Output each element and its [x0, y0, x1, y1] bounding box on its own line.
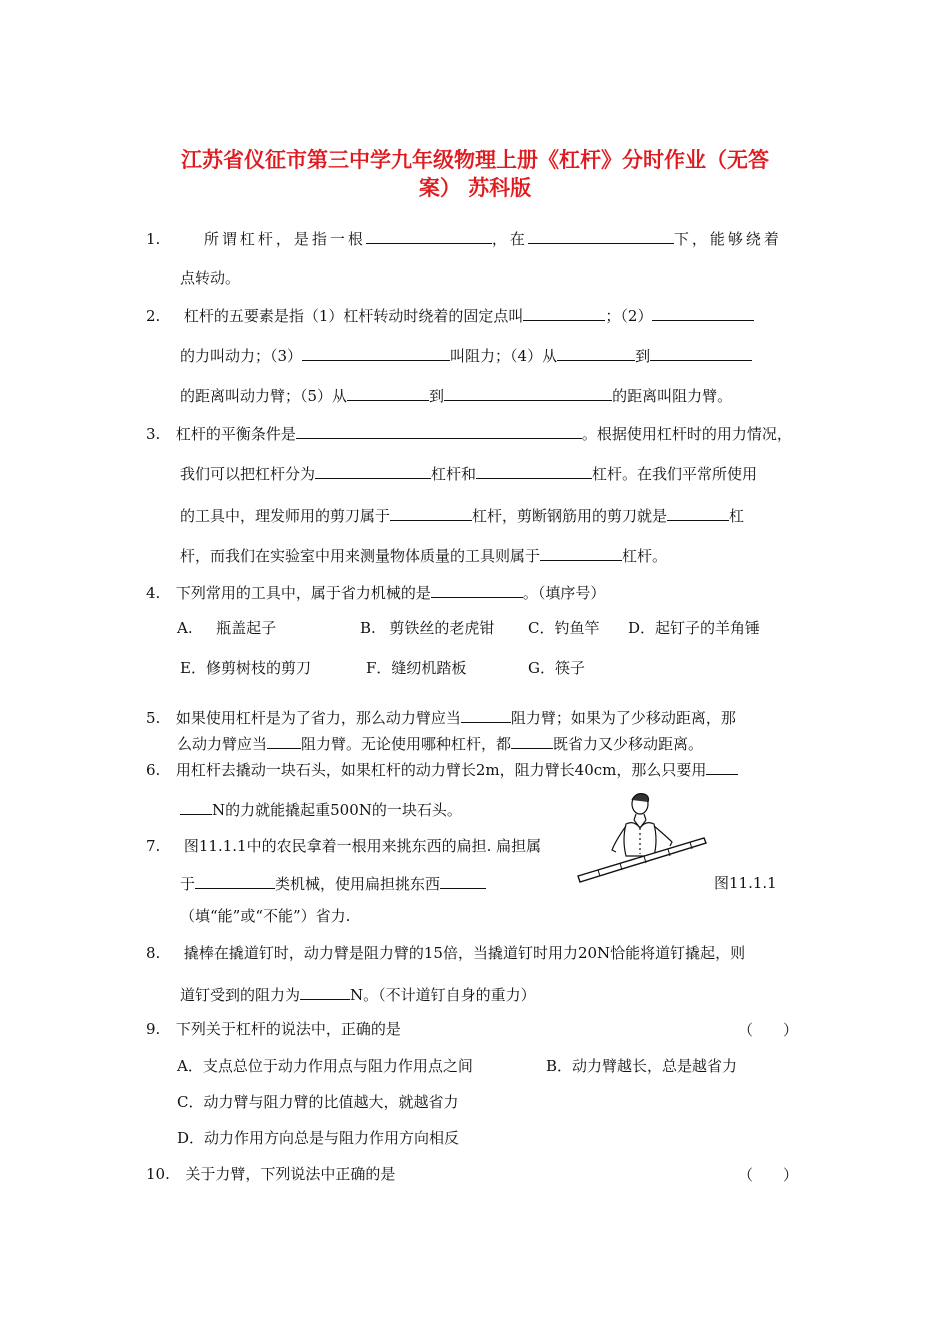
question-text: 阻力臂；如果为了少移动距离，那	[510, 709, 736, 727]
question-text: 类机械，使用扁担挑东西	[275, 875, 441, 893]
question-number: 5.	[146, 709, 161, 727]
answer-blank[interactable]	[444, 385, 612, 401]
question-text: 叫阻力；（4）从	[450, 347, 558, 365]
answer-blank[interactable]	[557, 345, 635, 361]
question-8-line-2	[180, 984, 536, 1005]
question-text: 点转动。	[180, 269, 241, 287]
answer-blank[interactable]	[195, 873, 275, 889]
answer-blank[interactable]	[528, 228, 674, 244]
question-text: 关于力臂，下列说法中正确的是	[185, 1165, 396, 1183]
question-number: 8.	[146, 944, 161, 962]
question-text: 撬棒在撬道钉时，动力臂是阻力臂的15倍，当撬道钉时用力20N恰能将道钉撬起，则	[183, 944, 746, 962]
question-text: 所谓杠杆，是指一根	[203, 230, 366, 248]
question-text: 的力叫动力；（3）	[180, 347, 303, 365]
question-4-option-g	[528, 658, 585, 678]
option-text: D．动力作用方向总是与阻力作用方向相反	[177, 1129, 460, 1147]
question-text: 道钉受到的阻力为	[180, 986, 301, 1004]
option-label: B.	[360, 619, 376, 637]
question-number: 3.	[146, 425, 161, 443]
option-text: 剪铁丝的老虎钳	[389, 619, 495, 637]
question-text: 既省力又少移动距离。	[553, 735, 704, 753]
answer-blank[interactable]	[267, 733, 301, 749]
question-text: 到	[429, 387, 445, 405]
answer-bracket[interactable]	[738, 1019, 798, 1040]
question-9-line-1	[146, 1019, 401, 1039]
question-4-option-f	[366, 658, 466, 678]
answer-blank[interactable]	[296, 423, 582, 439]
answer-blank[interactable]	[706, 759, 738, 775]
question-text: 的距离叫动力臂；（5）从	[180, 387, 348, 405]
question-text: 下列常用的工具中，属于省力机械的是	[175, 584, 431, 602]
answer-blank[interactable]	[523, 305, 605, 321]
answer-blank[interactable]	[650, 345, 752, 361]
question-9-option-b	[546, 1056, 737, 1076]
answer-blank[interactable]	[347, 385, 429, 401]
answer-blank[interactable]	[315, 463, 431, 479]
answer-blank[interactable]	[667, 505, 729, 521]
question-text: N的力就能撬起重500N的一块石头。	[212, 801, 462, 819]
answer-bracket-text: （ ）	[738, 1021, 799, 1039]
option-text: G．筷子	[528, 659, 585, 677]
question-9-option-a	[177, 1056, 473, 1076]
question-text: 杆，而我们在实验室中用来测量物体质量的工具则属于	[180, 547, 541, 565]
option-text: C．钓鱼竿	[528, 619, 600, 637]
question-text: 么动力臂应当	[177, 735, 268, 753]
question-5-line-2	[177, 733, 703, 754]
answer-blank[interactable]	[390, 505, 472, 521]
question-number: 6.	[146, 761, 161, 779]
question-7-line-1	[146, 836, 541, 856]
question-9-option-c	[177, 1092, 458, 1112]
question-text: 下列关于杠杆的说法中，正确的是	[175, 1020, 401, 1038]
question-text: 杠杆的五要素是指（1）杠杆转动时绕着的固定点叫	[183, 307, 524, 325]
title-line-2: 案） 苏科版	[418, 176, 532, 200]
question-text: 如果使用杠杆是为了省力，那么动力臂应当	[175, 709, 461, 727]
answer-blank[interactable]	[461, 707, 511, 723]
question-number: 4.	[146, 584, 161, 602]
answer-blank[interactable]	[440, 873, 486, 889]
question-7-line-2	[180, 873, 486, 894]
question-2-line-2	[180, 345, 752, 366]
answer-bracket[interactable]	[738, 1164, 798, 1185]
question-number: 10.	[146, 1165, 170, 1183]
question-3-line-3	[180, 505, 744, 526]
question-text: 图11.1.1中的农民拿着一根用来挑东西的扁担. 扁担属	[183, 837, 542, 855]
question-text: 我们可以把杠杆分为	[180, 465, 316, 483]
question-text: 杠杆的平衡条件是	[175, 425, 296, 443]
question-3-line-1	[146, 423, 792, 444]
option-text: 瓶盖起子	[216, 619, 277, 637]
question-2-line-1	[146, 305, 754, 326]
question-number: 2.	[146, 307, 161, 325]
question-number: 9.	[146, 1020, 161, 1038]
document-title	[150, 146, 800, 202]
question-number: 1.	[146, 230, 161, 248]
question-text: 杠	[729, 507, 745, 525]
question-4-option-c	[528, 618, 599, 638]
question-text: 杠杆和	[431, 465, 477, 483]
option-text: D．起钉子的羊角锤	[628, 619, 761, 637]
question-text: 杠杆。	[622, 547, 668, 565]
question-5-line-1	[146, 707, 736, 728]
question-text: 阻力臂。无论使用哪种杠杆，都	[301, 735, 512, 753]
question-text: 于	[180, 875, 196, 893]
question-4-option-d	[628, 618, 760, 638]
answer-blank[interactable]	[431, 582, 523, 598]
question-text: （填“能”或“不能”）省力.	[180, 907, 351, 925]
question-text: 的距离叫阻力臂。	[612, 387, 733, 405]
option-text: E．修剪树枝的剪刀	[180, 659, 311, 677]
option-text: A．支点总位于动力作用点与阻力作用点之间	[177, 1057, 473, 1075]
figure-caption	[714, 873, 777, 893]
question-6-line-2	[180, 799, 462, 820]
question-4-options-row-1b	[360, 618, 494, 638]
answer-blank[interactable]	[476, 463, 592, 479]
question-text: 用杠杆去撬动一块石头，如果杠杆的动力臂长2m，阻力臂长40cm，那么只要用	[175, 761, 707, 779]
question-7-line-3	[180, 906, 350, 926]
question-text: 下，能够绕着	[673, 230, 782, 248]
question-number: 7.	[146, 837, 161, 855]
title-line-1: 江苏省仪征市第三中学九年级物理上册《杠杆》分时作业（无答	[181, 148, 769, 172]
answer-bracket-text: （ ）	[738, 1166, 799, 1184]
answer-blank[interactable]	[511, 733, 553, 749]
answer-blank[interactable]	[540, 545, 622, 561]
answer-blank[interactable]	[366, 228, 492, 244]
option-label: A.	[177, 619, 193, 637]
question-9-option-d	[177, 1128, 459, 1148]
farmer-with-carrying-pole-icon	[576, 790, 708, 886]
question-text: 到	[635, 347, 651, 365]
question-text: 的工具中，理发师用的剪刀属于	[180, 507, 391, 525]
question-text: ；（2）	[605, 307, 653, 325]
question-text: 杠杆，剪断钢筋用的剪刀就是	[472, 507, 668, 525]
option-text: C．动力臂与阻力臂的比值越大，就越省力	[177, 1093, 459, 1111]
question-4-line-1	[146, 582, 605, 603]
question-2-line-3	[180, 385, 732, 406]
answer-blank[interactable]	[180, 799, 212, 815]
question-1-line-1	[146, 228, 782, 249]
question-4-options-row-1	[177, 618, 276, 638]
answer-blank[interactable]	[302, 345, 450, 361]
question-4-option-e	[180, 658, 311, 678]
question-3-line-2	[180, 463, 757, 484]
question-text: 。根据使用杠杆时的用力情况，	[581, 425, 792, 443]
question-text: ，在	[491, 230, 528, 248]
option-text: F．缝纫机踏板	[366, 659, 467, 677]
question-text: N。（不计道钉自身的重力）	[350, 986, 536, 1004]
question-8-line-1	[146, 943, 745, 963]
question-3-line-4	[180, 545, 667, 566]
question-6-line-1	[146, 759, 738, 780]
figure-caption-text: 图11.1.1	[714, 874, 777, 892]
option-text: B．动力臂越长，总是越省力	[546, 1057, 738, 1075]
question-text: 杠杆。在我们平常所使用	[592, 465, 758, 483]
question-1-line-2	[180, 268, 240, 288]
question-text: 。（填序号）	[522, 584, 606, 602]
answer-blank[interactable]	[652, 305, 754, 321]
answer-blank[interactable]	[300, 984, 350, 1000]
question-10-line-1	[146, 1164, 395, 1184]
